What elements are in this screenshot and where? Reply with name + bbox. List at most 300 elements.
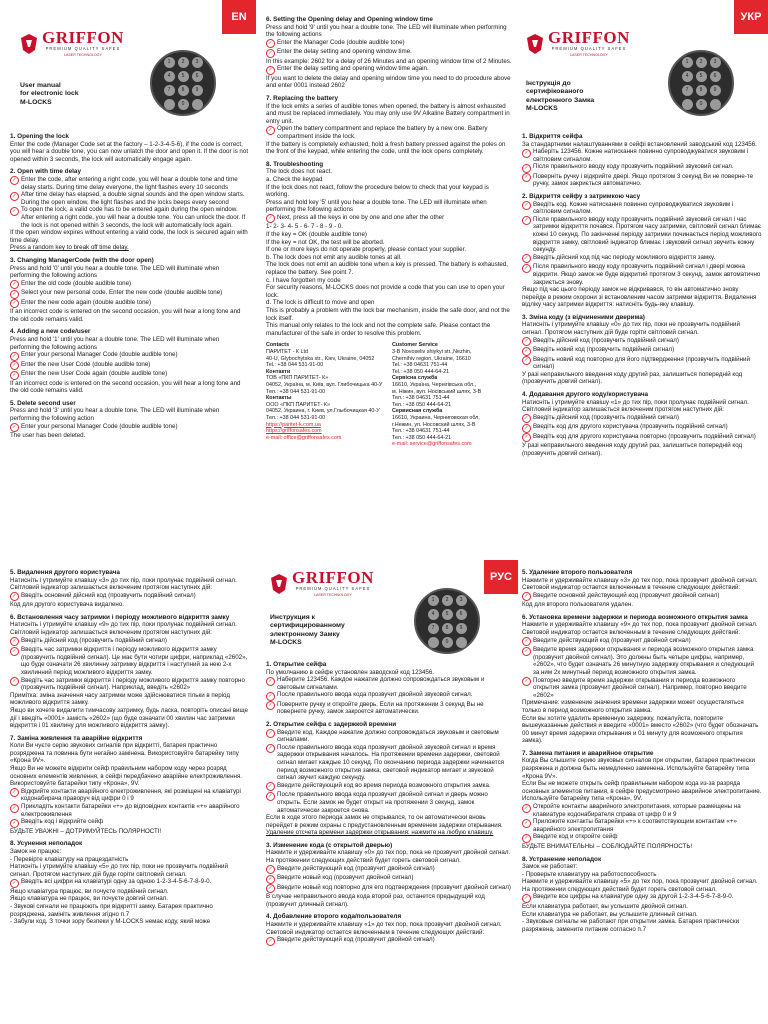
paragraph: По умолчанию в сейфе установлен заводской код 123456.: [266, 668, 435, 676]
service-line: Tel.: +38 04631 751-44: [392, 362, 448, 369]
paragraph: b. The lock does not emit any audible tones at all.: [266, 253, 402, 261]
keypad-key: 7: [682, 85, 693, 96]
paragraph: 1- 2- 3- 4- 5 - 6- 7 - 8 - 9 - 0.: [266, 223, 344, 231]
brand-tagline: PREMIUM QUALITY SAFES: [295, 586, 371, 591]
list-item: ✓ Введіть код для другого користувача (прозвучить подвійний сигнал): [522, 423, 762, 433]
paragraph: If you want to delete the delay and opening window time you need to do procedure above and enter 0001 instead 2602: [266, 74, 511, 90]
check-icon: ✓: [266, 214, 275, 223]
list-item: ✓ Введіть дійсний код (прозвучить подвійний сигнал): [10, 637, 250, 647]
page-ru-2: [518, 560, 768, 1024]
check-icon: ✓: [522, 424, 531, 433]
check-icon: ✓: [266, 884, 275, 893]
paragraph: Press and hold '3' until you hear a double tone. The LED will illuminate when performing the following action: [10, 407, 220, 423]
keypad-key: 2: [442, 595, 453, 606]
list-item: ✓ Enter your personal Manager Code (double audible tone): [10, 423, 250, 433]
ru-col-1: [266, 656, 512, 946]
list-item: ✓ Откройте контакты аварийного электропитания, которые размещены на клавиатуре кодонабирателя справа от цифр 0 и 9: [522, 803, 762, 818]
section-heading: 4. Додавання другого коду/користувача: [522, 391, 649, 399]
brand-tagline: PREMIUM QUALITY SAFES: [551, 46, 627, 51]
list-item: ✓ Enter the new code again (double audible tone): [10, 299, 250, 309]
lang-badge: УКР: [734, 0, 768, 34]
page-ua-2: [0, 560, 256, 1024]
keypad-key: 9: [710, 85, 721, 96]
service-line: 16610, Україна, Чернігівська обл.,: [392, 381, 477, 388]
check-icon: ✓: [10, 637, 19, 646]
section-heading: 7. Заміна живлення та аварійне відкриття: [10, 734, 143, 742]
keypad-key: [192, 99, 203, 110]
keypad-key: 2: [696, 57, 707, 68]
list-item: ✓ Введите код и откройте сейф: [522, 833, 762, 843]
check-icon: ✓: [266, 126, 275, 135]
list-item: ✓ Enter the delay setting and opening window time again.: [266, 65, 512, 75]
check-icon: ✓: [522, 677, 531, 686]
ua-col-1: [522, 128, 762, 458]
keypad-key: 0: [442, 637, 453, 648]
paragraph: БУДЬТЕ ВНИМАТЕЛЬНЫ – СОБЛЮДАЙТЕ ПОЛЯРНОСТЬ!: [522, 842, 693, 850]
check-icon: ✓: [266, 701, 275, 710]
en-col-1: [10, 128, 250, 440]
keypad-key: 1: [164, 57, 175, 68]
list-item: ✓ Enter the code, after entering a right code, you will hear a double tone and time delay starts. During time delay everyone, the light flashes every 10 seconds: [10, 176, 250, 191]
list-item: ✓ Поверніть ручку і відкрийте двері. Якщо протягом 3 секунд Ви не поверне-те ручку, замок закриється автоматично.: [522, 173, 762, 188]
check-icon: ✓: [10, 879, 19, 888]
paragraph: Если клавиатура работает, вы услышите двойной сигнал.: [522, 902, 688, 910]
manual-title: User manual for electronic lock M-LOCKS: [20, 82, 79, 106]
service-column: [392, 342, 512, 448]
manual-title: Инструкция к сертифицированному электронному Замку M-LOCKS: [270, 614, 345, 647]
contacts-line: ООО «ПКП ПАРИТЕТ- К»: [266, 401, 331, 408]
section-heading: 4. Добавление второго кода/пользователя: [266, 913, 402, 921]
paragraph: Натисніть і утримуйте клавішу «3» до тих пір, поки пролунає подвійний сигнал. Світловий індикатор залишається включеним протягом наступних дій:: [10, 576, 237, 592]
check-icon: ✓: [522, 637, 531, 646]
check-icon: ✓: [266, 49, 275, 58]
paragraph: The lock does not emit an audible tone when a key is pressed. The battery is exhausted, replace the battery. See point 7.: [266, 261, 509, 277]
paragraph: Если Вы не можете открыть сейф правильным набором кода из-за разряда основных элементов питания, в сейфе предусмотрено аварийное электропитание. Используйте батарейку типа «Крона», 9V.: [522, 780, 762, 803]
service-heading: Сервисная служба: [392, 408, 443, 415]
check-icon: ✓: [10, 371, 19, 380]
page-en-2: [256, 0, 518, 560]
contacts-line: 04052, Україна, м. Київ, вул. Глибочицька 40-У: [266, 381, 383, 388]
contacts-heading: Contacts: [266, 342, 290, 349]
list-item: ✓ Введіть код і відкрийте сейф: [10, 818, 250, 828]
contacts-line: ТОВ «ПКП ПАРИТЕТ- К»: [266, 375, 329, 382]
check-icon: ✓: [522, 337, 531, 346]
list-item: ✓ Прикладіть контакти батарейки «+» до відповідних контактів «+» аварійного електроживлення: [10, 803, 250, 818]
list-item: ✓ Введите новый код (прозвучит двойной сигнал): [266, 874, 512, 884]
list-item: ✓ После правильного ввода кода прозвучит двойной звуковой сигнал.: [266, 691, 512, 701]
paragraph: Нажмите и удерживайте клавишу «1» до тех пор, пока прозвучит двойной сигнал. Световой индикатор остается включенным в течение следующих действий:: [266, 920, 502, 936]
check-icon: ✓: [266, 875, 275, 884]
keypad-key: 7: [164, 85, 175, 96]
service-line: Тел.: +38 04631 751-44: [392, 395, 450, 402]
list-item: ✓ To open the lock, a valid code has to be entered again during the open window. After entering a right code, you will hear a double tone. You can unlock the door. If the lock is not opened within 3 seconds, the lock will automatically lock again.: [10, 206, 250, 229]
keypad-key: 6: [192, 71, 203, 82]
check-icon: ✓: [522, 347, 531, 356]
griffon-logo: [526, 30, 630, 57]
list-item: ✓ Введите основной действующий код (прозвучит двойной сигнал): [522, 592, 762, 602]
service-line: 16610, Украина, Черниговская обл,: [392, 414, 480, 421]
check-icon: ✓: [522, 254, 531, 263]
paragraph: Коли Ви чуєте серію звукових сигналів при відкритті, батарея практично розряджена та повинна бути негайно замінена. Використовуйте батарейку типу «Крона 9V».: [10, 742, 239, 765]
keypad-key: 4: [428, 609, 439, 620]
check-icon: ✓: [266, 39, 275, 48]
keypad-key: 6: [456, 609, 467, 620]
paragraph: The lock does not react.: [266, 168, 333, 176]
paragraph: Примітка: зміна значення часу затримки може здійснюватися тільки в період можливого відкриття замку.: [10, 691, 230, 707]
contacts-line: Тел.: +38 044 531-91-00: [266, 388, 326, 395]
check-icon: ✓: [522, 356, 531, 365]
check-icon: ✓: [266, 782, 275, 791]
section-heading: 3. Изменение кода (с открытой дверью): [266, 841, 393, 849]
check-icon: ✓: [10, 192, 19, 201]
paragraph: Якщо клавіатура працює, ви почуєте подвійний сигнал.: [10, 887, 169, 895]
list-item: ✓ Введите новый код повторно для его подтверждения (прозвучит двойной сигнал): [266, 884, 512, 894]
paragraph: Нажмите и удерживайте клавишу «0» до тех пор, пока не прозвучит двойной сигнал. На протяжении следующих действий будет гореть световой сигнал.: [266, 849, 511, 865]
list-item: ✓ Введите код. Каждое нажатие должно сопровождаться звуковым и световым сигналами.: [266, 729, 512, 744]
paragraph: For security reasons, M-LOCKS does not provide a code that you can use to open your lock.: [266, 284, 505, 299]
paragraph: Нажмите и удерживайте клавишу «5» до тех пор, пока прозвучит двойной сигнал. На протяжении следующих действий будет гореть световой сигнал.: [522, 878, 758, 893]
list-item: ✓ Наберіть 123456. Кожне натискання повинно супроводжуватися звуковим і світловим сигналом.: [522, 148, 762, 163]
section-heading: 7. Replacing the battery: [266, 95, 339, 103]
check-icon: ✓: [10, 788, 19, 797]
contacts-heading: Контакти: [266, 368, 291, 375]
keypad-key: 7: [428, 623, 439, 634]
paragraph: Press and hold '1' until you hear a double tone. The LED will illuminate when performing the following actions: [10, 335, 220, 351]
keypad-image: [414, 588, 480, 654]
check-icon: ✓: [10, 423, 19, 432]
check-icon: ✓: [522, 164, 531, 173]
section-heading: 2. Відкриття сейфу з затримкою часу: [522, 193, 641, 201]
paragraph: If the open window expires without entering a valid code, the lock is secured again with time delay.: [10, 229, 248, 244]
paragraph: За стандартними налаштуваннями в сейфі встановлений заводський код 123456.: [522, 140, 757, 148]
brand-badge: LASER TECHNOLOGY: [570, 53, 608, 57]
lang-badge: EN: [222, 0, 256, 34]
keypad-key: 6: [710, 71, 721, 82]
section-heading: 4. Adding a new code/user: [10, 328, 91, 336]
brand-badge: LASER TECHNOLOGY: [64, 53, 102, 57]
brand-name: GRIFFON: [292, 568, 374, 587]
list-item: ✓ Введіть всі цифри на клавіатурі одну за одною 1-2-3-4-5-6-7-8-9-0.: [10, 878, 250, 888]
paragraph: Press and hold '9' until you hear a double tone. The LED will illuminate when performing the following actions: [266, 23, 507, 39]
paragraph: This is probably a problem with the lock bar mechanism, inside the safe door, and not the lock itself.: [266, 307, 510, 322]
check-icon: ✓: [266, 729, 275, 738]
keypad-key: 4: [682, 71, 693, 82]
paragraph: У разі неправильного введення коду другий раз, залишиться попередній код (прозвучить довгий сигнал).: [522, 370, 743, 386]
check-icon: ✓: [522, 264, 531, 273]
check-icon: ✓: [522, 894, 531, 903]
paragraph: Press and hold key '5' until you hear a double tone. The LED will illuminate when performing the following actions: [266, 198, 487, 214]
list-item: ✓ Enter the delay setting and opening window time.: [266, 48, 512, 58]
check-icon: ✓: [266, 744, 275, 753]
contacts-column: [266, 342, 386, 448]
section-heading: 1. Открытие сейфа: [266, 661, 327, 668]
list-item: ✓ Після правильного вводу коду прозвучить подвійний звуковий сигнал.: [522, 163, 762, 173]
list-item: ✓ Введите действующий код (прозвучит двойной сигнал): [266, 936, 512, 946]
section-heading: 6. Установка времени задержки и периода возможного открытия замка: [522, 613, 748, 621]
check-icon: ✓: [522, 592, 531, 601]
list-item: ✓ После правильного ввода кода прозвучит двойной звуковой сигнал и время задержки открывания началось. На протяжении времени задержки, световой сигнал мигает каждые 10 секунд. По окончанию периода задержки начинается период возможного открытия замка, световой индикатор мигает и звуковой сигнал звучит каждую секунду.: [266, 744, 512, 782]
keypad-key: 8: [696, 85, 707, 96]
section-heading: 5. Удаление второго пользователя: [522, 569, 633, 576]
keypad-key: 5: [178, 71, 189, 82]
paragraph: Натисніть і утримуйте клавішу «9» до тих пір, поки пролунає подвійний сигнал. Світловий індикатор залишається включеним протягом наступних дій:: [10, 621, 237, 637]
check-icon: ✓: [10, 804, 19, 813]
paragraph: Если вы хотите удалить временную задержку, пожалуйста, повторите вышеуказанные действия и введите «0001» вместо «2602» (что будет обозначать 00 минут время задержки открывания и 01 минуту для возможного открытия замка).: [522, 714, 759, 745]
list-item: ✓ Enter the new User Code (double audible tone): [10, 361, 250, 371]
paragraph: a. Check the keypad: [266, 176, 323, 183]
paragraph: Press a random key to break off time delay.: [10, 244, 129, 252]
griffon-crest-icon: [20, 33, 38, 55]
paragraph: Удаление отсчета времени задержки открывания: нажмите на любую клавишу.: [266, 829, 494, 837]
page-en-1: [0, 0, 256, 560]
keypad-key: 3: [192, 57, 203, 68]
contacts-line: ПАРИТЕТ - К Ltd: [266, 348, 309, 355]
brand-badge: LASER TECHNOLOGY: [314, 593, 352, 597]
contacts-line: Tel.: +38 044 531-91-00: [266, 362, 324, 369]
list-item: ✓ Після правильного вводу коду прозвучить подвійний сигнал і двері можна відкрити. Якщо замок не буде відкритий протягом 3 секунд, замок автоматично закриється знову.: [522, 263, 762, 286]
list-item: ✓ Введіть дійсний код під час періоду можливого відкриття замку.: [522, 254, 762, 264]
paragraph: Если клавиатура не работает, вы услышите длинный сигнал.: [522, 910, 698, 918]
paragraph: In this example: 2602 for a delay of 26 Minutes and an opening window time of 2 Minutes.: [266, 57, 512, 65]
paragraph: d. The lock is difficult to move and open: [266, 299, 375, 307]
keypad-key: 8: [178, 85, 189, 96]
section-heading: 6. Встановлення часу затримки і періоду можливого відкриття замку: [10, 613, 230, 621]
paragraph: В случае неправильного ввода кода второй раз, останется предыдущий код (прозвучит длинный сигнал).: [266, 893, 485, 908]
paragraph: Натисніть і утримуйте клавішу «1» до тих пір, поки пролунає подвійний сигнал. Світловий індикатор залишається включеним протягом наступних дій:: [522, 398, 749, 414]
keypad-key: [710, 99, 721, 110]
section-heading: 1. Opening the lock: [10, 133, 69, 140]
section-heading: 8. Устранение неполадок: [522, 855, 602, 863]
service-line: Тел.: +38 050 444-64-21: [392, 434, 452, 441]
service-line: Тел.: +38 04631 751-44: [392, 428, 450, 435]
list-item: ✓ Введіть код. Кожне натискання повинно супроводжуватися звуковим і світловим сигналом.: [522, 201, 762, 216]
paragraph: - Звуковые сигналы не работают при открытии замка. Батарея практически разряжена, замените питание согласно п.7: [522, 918, 740, 933]
paragraph: - Проверьте клавиатуру на работоспособность: [522, 870, 657, 878]
service-line: Tel.: +38 050 444-64-21: [392, 368, 450, 375]
paragraph: Якщо Ви не можете відкрити сейф правильним набором коду через розряд основних елементів живлення, в сейфі передбачено аварійне електроживлення. Використовуйте батарейки типу «Крона», 9V.: [10, 765, 243, 788]
keypad-key: 5: [442, 609, 453, 620]
page-ru-1: [256, 560, 518, 1024]
keypad-key: 8: [442, 623, 453, 634]
section-heading: 3. Changing ManagerCode (with the door open): [10, 256, 154, 264]
service-heading: Сервісна служба: [392, 375, 438, 382]
service-line: м. Ніжин, вул. Носівський шлях, 3-В: [392, 388, 482, 395]
section-heading: 2. Open with time delay: [10, 168, 82, 176]
section-heading: 6. Setting the Opening delay and Opening window time: [266, 16, 433, 23]
keypad-image: [150, 50, 216, 116]
griffon-logo: [270, 570, 374, 597]
check-icon: ✓: [10, 592, 19, 601]
paragraph: c. I have forgotten my code: [266, 276, 341, 284]
brand-name: GRIFFON: [42, 28, 124, 47]
list-item: ✓ After time delay has elapsed, a double signal sounds and the open window starts. During the open window, the light flashes and the locks beeps every second: [10, 191, 250, 206]
paragraph: Якщо клавіатура не працює, ви почуєте довгий сигнал.: [10, 895, 169, 903]
list-item: ✓ Enter your personal Manager Code (double audible tone): [10, 351, 250, 361]
section-heading: 2. Открытие сейфа с задержкой времени: [266, 721, 397, 729]
paragraph: Нажмите и удерживайте клавишу «3» до тех пор, пока прозвучит двойной сигнал. Световой индикатор остается включенным в течение следующих действий:: [522, 576, 758, 592]
paragraph: If the key = not OK, the test will be aborted.: [266, 238, 385, 246]
paragraph: Замок не працює:: [10, 847, 62, 855]
paragraph: If the lock emits a series of audible tones when opened, the battery is almost exhausted and must be replaced immediately. You may only use 9V Alkaline Battery compartment in entry unit.: [266, 102, 510, 125]
check-icon: ✓: [10, 176, 19, 185]
check-icon: ✓: [522, 433, 531, 442]
list-item: ✓ Наберите 123456. Каждое нажатие должно сопровождаться звуковым и световым сигналами.: [266, 676, 512, 691]
keypad-key: 2: [178, 57, 189, 68]
page-ua-1: [518, 0, 768, 560]
check-icon: ✓: [266, 66, 275, 75]
paragraph: This manual only relates to the lock and not the complete safe. Please contact the manufacturer of the safe in order to resolve this problem.: [266, 322, 491, 337]
keypad-key: 5: [696, 71, 707, 82]
website-link[interactable]: https://paritet-k.com.ua: [266, 421, 321, 428]
paragraph: Press and hold '0' until you hear a double tone. The LED will illuminate when performing the following actions: [10, 264, 220, 280]
check-icon: ✓: [10, 352, 19, 361]
paragraph: - Звукові сигнали не працюють при відкритті замку. Батарея практично розряджена, замініть живлення згідно п.7: [10, 902, 213, 918]
check-icon: ✓: [522, 414, 531, 423]
list-item: ✓ Введіть новий код (прозвучить подвійний сигнал): [522, 346, 762, 356]
paragraph: If an incorrect code is entered on the second occasion, you will hear a long tone and the old code remains valid.: [10, 379, 241, 395]
paragraph: If one or more keys do not operate properly, please contact your supplier.: [266, 246, 467, 254]
website-link[interactable]: https://griffonsafes.com: [266, 428, 322, 435]
brand-tagline: PREMIUM QUALITY SAFES: [45, 46, 121, 51]
check-icon: ✓: [10, 207, 19, 216]
section-heading: 5. Delete second user: [10, 399, 76, 407]
en-col-2: [266, 16, 512, 448]
section-heading: 5. Видалення другого користувача: [10, 569, 120, 576]
service-heading: Customer Service: [392, 342, 438, 349]
keypad-key: 9: [456, 623, 467, 634]
paragraph: The user has been deleted.: [10, 432, 86, 440]
paragraph: Якщо під час цього періоду замок не відкривався, то він автоматично знову перейде в режим охорони зі встановленим часом затримки відкриття. Видалення відліку часу затримки відкриття: натисніть будь-яку клавішу.: [522, 286, 757, 309]
contacts-line: 40-U, Glybochytska str., Kiev, Ukraine, 04052: [266, 355, 375, 362]
list-item: ✓ Select your new personal code. Enter the new code (double audible tone): [10, 289, 250, 299]
contacts-heading: Контакты: [266, 395, 292, 402]
keypad-key: [456, 637, 467, 648]
list-item: ✓ Open the battery compartment and replace the battery by a new one. Battery compartment inside the lock.: [266, 125, 512, 140]
check-icon: ✓: [266, 937, 275, 946]
check-icon: ✓: [10, 280, 19, 289]
keypad-key: 3: [456, 595, 467, 606]
contacts-line: Тел.: +38 044 531-91-00: [266, 414, 326, 421]
list-item: ✓ Введіть код для другого користувача повторно (прозвучить подвійний сигнал): [522, 433, 762, 443]
check-icon: ✓: [522, 149, 531, 158]
service-line: Chernihiv region, Ukraine, 16610: [392, 355, 471, 362]
paragraph: Замок не работает:: [522, 863, 578, 871]
list-item: ✓ Приложите контакты батарейки «+» к соответствующим контактам «+» аварийного электропитания: [522, 818, 762, 833]
check-icon: ✓: [10, 361, 19, 370]
lang-badge: РУС: [484, 560, 518, 594]
paragraph: If the lock does not react, follow the procedure below to check that your keypad is working.: [266, 183, 489, 199]
paragraph: Если в ходе этого периода замок не открывался, то он автоматически вновь перейдет в режим охраны с предустановленным временем задержки открывания.: [266, 814, 503, 829]
ru-col-2: [522, 564, 762, 933]
keypad-key: [682, 99, 693, 110]
keypad-key: 0: [178, 99, 189, 110]
paragraph: Код для второго пользователя удален.: [522, 601, 634, 609]
contacts-block: [266, 342, 512, 448]
keypad-image: [668, 50, 734, 116]
check-icon: ✓: [10, 290, 19, 299]
list-item: ✓ Введите время задержки открывания и периода возможного открытия замка (прозвучит двойной сигнал). Это должны быть четыре цифры, например, «2602», что будет означать 26 минутную задержку открывания и следующий за ним 2х минутный период возможного открытия замка.: [522, 646, 762, 676]
section-heading: 8. Troubleshooting: [266, 160, 324, 168]
check-icon: ✓: [522, 804, 531, 813]
ua-col-2: [10, 564, 250, 926]
keypad-key: 1: [682, 57, 693, 68]
paragraph: Нажмите и удерживайте клавишу «9» до тех пор, пока прозвучит двойной сигнал. Световой индикатор остается включенным в течение следующих действий:: [522, 621, 758, 637]
check-icon: ✓: [522, 201, 531, 210]
service-email-link[interactable]: e-mail: service@griffonsafes.com: [392, 441, 472, 448]
check-icon: ✓: [266, 865, 275, 874]
service-line: 3-B Novoseliv shiykyi str.,Nezhin,: [392, 348, 472, 355]
list-item: ✓ Введіть дійсний код (прозвучить подвійний сигнал): [522, 337, 762, 347]
list-item: ✓ Введите действующий код во время периода возможного открытия замка.: [266, 782, 512, 792]
list-item: ✓ Після правильного вводу коду прозвучить подвійний звуковий сигнал і час затримки відкриття почався. Протягом часу затримки, світловий сигнал блимає кожні 10 секунд. По закінченні періоду затримки починається період можливого відкриття замку, світловий індикатор блимає і звуковий сигнал звучить кожну секунду.: [522, 216, 762, 254]
check-icon: ✓: [522, 173, 531, 182]
paragraph: БУДЬТЕ УВАЖНІ – ДОТРИМУЙТЕСЬ ПОЛЯРНОСТІ!: [10, 827, 162, 835]
check-icon: ✓: [522, 216, 531, 225]
paragraph: Когда Вы слышите серию звуковых сигналов при открытии, батарея практически разряжена и должна быть немедленно заменена. Используйте батарейку типа «Крона 9V».: [522, 757, 755, 780]
keypad-key: [164, 99, 175, 110]
section-heading: 7. Замена питания и аварийное открытие: [522, 749, 654, 757]
check-icon: ✓: [10, 819, 19, 828]
check-icon: ✓: [266, 792, 275, 801]
service-line: г.Нежин, ул. Носовский шлях, 3-В: [392, 421, 476, 428]
keypad-key: 1: [428, 595, 439, 606]
list-item: ✓ Введіть основний дійсний код (прозвучить подвійний сигнал): [10, 592, 250, 602]
list-item: ✓ Введіть час затримки відкриття і періоду можливого відкриття замку повторно (прозвучить подвійний сигнал). Наприклад, введіть «2602»: [10, 677, 250, 692]
paragraph: If the battery is completely exhausted, hold a fresh battery pressed against the poles on the front of the keypad, while entering the code, until the lock opens completely.: [266, 140, 506, 156]
section-heading: 3. Зміна коду (з відчиненими дверима): [522, 313, 645, 321]
paragraph: Якщо ви хочете видалити тимчасову затримку, будь ласка, повторіть описані вище дії і введіть «0001» замість «2602» (що буде означати 00 хвилин час затримки відкриття і 01 хвилину для можливого відкриття замку).: [10, 706, 248, 730]
paragraph: If an incorrect code is entered on the second occasion, you will hear a long tone and the old code remains valid.: [10, 308, 241, 323]
list-item: ✓ Next, press all the keys in one by one and one after the other: [266, 214, 512, 224]
manual-title: Інструкція до сертифікованого електронного Замка M-LOCKS: [526, 80, 595, 113]
keypad-key: 4: [164, 71, 175, 82]
check-icon: ✓: [266, 692, 275, 701]
check-icon: ✓: [522, 834, 531, 843]
keypad-key: 3: [710, 57, 721, 68]
check-icon: ✓: [522, 819, 531, 828]
list-item: ✓ Введіть новий код повторно для його підтвердження (прозвучить подвійний сигнал): [522, 356, 762, 371]
check-icon: ✓: [10, 647, 19, 656]
list-item: ✓ Введите все цифры на клавиатуре одну за другой 1-2-3-4-5-6-7-8-9-0.: [522, 893, 762, 903]
list-item: ✓ Введите действующий код (прозвучит двойной сигнал): [266, 865, 512, 875]
keypad-key: 9: [192, 85, 203, 96]
service-line: Тел.: +38 050 444-64-21: [392, 401, 452, 408]
contacts-line: 04052, Украина, г. Киев, ул.Глыбочицкая 40-У: [266, 408, 380, 415]
check-icon: ✓: [10, 677, 19, 686]
section-heading: 1. Відкриття сейфа: [522, 133, 583, 140]
list-item: ✓ Введіть дійсний код (прозвучить подвійний сигнал): [522, 414, 762, 424]
list-item: ✓ Enter the Manager Code (double audible tone): [266, 39, 512, 49]
paragraph: Enter the code (Manager Code set at the factory – 1-2-3-4-5-6), if the code is correct, you will hear a double tone, you can now unlatch the door and open it. If the door is not opened within 3 seconds, the lock will automatically engage again.: [10, 140, 249, 163]
list-item: ✓ Enter the old code (double audible tone): [10, 280, 250, 290]
list-item: ✓ Введите действующий код (прозвучит двойной сигнал): [522, 637, 762, 647]
list-item: ✓ Введіть час затримки відкриття і періоду можливого відкриття замку (прозвучить подвійний сигнал). Це має бути чотири цифри, наприклад «2602», що буде означати 26 хвилинну затримку відкриття і наступний за нею 2-х хвилинний період можливого відкриття замку.: [10, 646, 250, 676]
email-link[interactable]: e-mail: office@griffonsafes.com: [266, 434, 342, 441]
paragraph: Код для другого користувача видалено.: [10, 601, 124, 609]
paragraph: У разі неправильного введення коду другий раз, залишиться попередній код (прозвучить довгий сигнал).: [522, 442, 743, 457]
paragraph: - Забули код. З точки зору безпеки у M-LOCKS немає коду, який може: [10, 918, 211, 926]
paragraph: Натисніть і утримуйте клавішу «0» до тих пір, поки не прозвучить подвійний сигнал. Протягом наступних дій буде горіти світловий сигнал.: [522, 321, 740, 337]
griffon-crest-icon: [270, 573, 288, 595]
list-item: ✓ Відкрийте контакти аварійного електроживлення, які розміщені на клавіатурі кодонабирача праворуч від цифри 0 і 9: [10, 788, 250, 803]
section-heading: 8. Усунення неполадок: [10, 840, 83, 848]
paragraph: If the key = OK (double audible tone): [266, 231, 367, 239]
list-item: ✓ Enter the new User Code again (double audible tone): [10, 370, 250, 380]
paragraph: - Перевірте клавіатуру на працездатність: [10, 855, 129, 863]
list-item: ✓ Повторно введите время задержки открывания и периода возможного открытия замка (прозвучит двойной сигнал). Например, повторно введите «2602»: [522, 677, 762, 700]
check-icon: ✓: [522, 647, 531, 656]
paragraph: Натисніть і утримуйте клавішу «5» до тих пір, поки не прозвучить подвійний сигнал. Протягом наступних дій буде горіти світловий сигнал.: [10, 863, 228, 878]
